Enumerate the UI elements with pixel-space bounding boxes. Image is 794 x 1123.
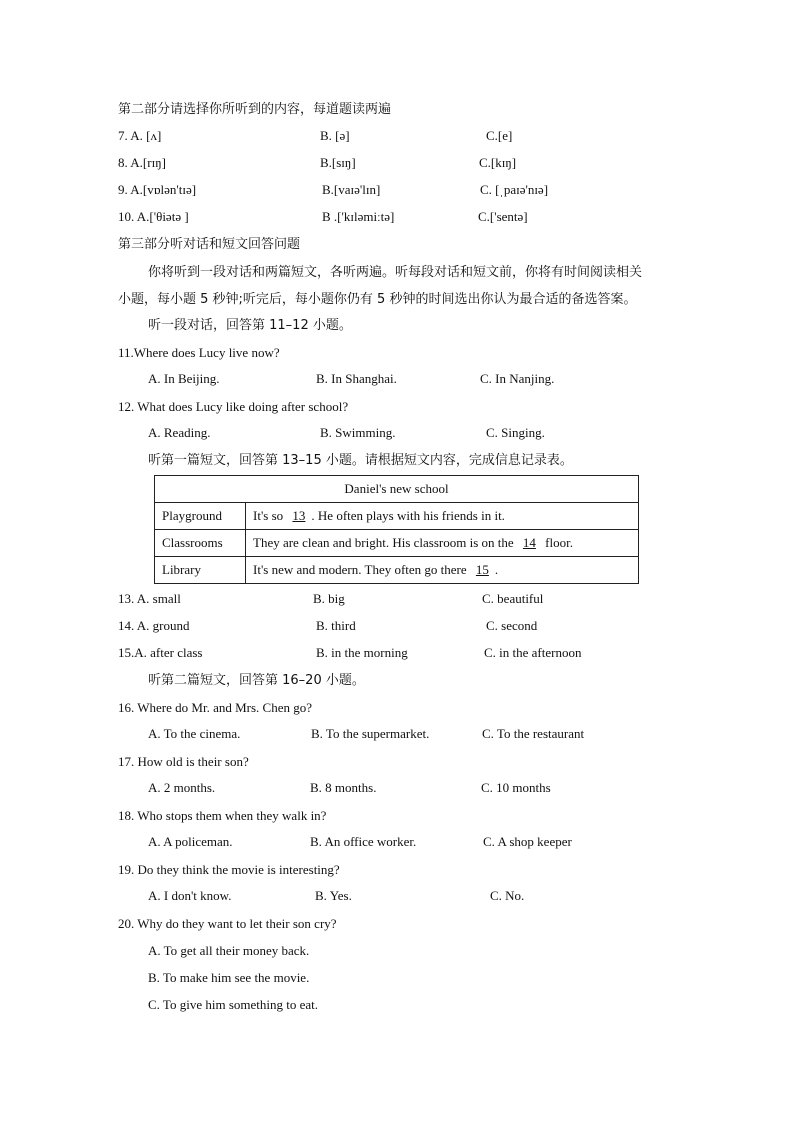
- row-content: [246, 530, 639, 557]
- q11-option-a: A. In Beijing.: [148, 371, 220, 386]
- q14-option-b: B. third: [316, 618, 356, 633]
- q20-option-b: B. To make him see the movie.: [148, 970, 310, 985]
- q17-option-c: C. 10 months: [481, 780, 551, 795]
- q16-option-c: C. To the restaurant: [482, 726, 585, 741]
- q10-option-a: 10. A.['θiətə ]: [118, 209, 189, 224]
- table-row: [155, 557, 639, 584]
- q13-option-a: 13. A. small: [118, 591, 181, 606]
- passage1-intro: 听第一篇短文，回答第 13–15 小题。请根据短文内容，完成信息记录表。: [148, 453, 573, 468]
- q14-option-c: C. second: [486, 618, 538, 633]
- q8-option-c: C.[kɪŋ]: [479, 155, 517, 170]
- row-text: It's new and modern. They often go there: [253, 562, 470, 577]
- q16-option-b: B. To the supermarket.: [311, 726, 430, 741]
- q13-option-b: B. big: [313, 591, 345, 606]
- q12-option-c: C. Singing.: [486, 425, 545, 440]
- question-12: 12. What does Lucy like doing after school?: [118, 399, 349, 414]
- answer-blank-15: 15: [475, 562, 489, 577]
- q20-option-c: C. To give him something to eat.: [148, 997, 319, 1012]
- q18-option-a: A. A policeman.: [148, 834, 233, 849]
- answer-blank-14: 14: [522, 535, 536, 550]
- q12-option-a: A. Reading.: [148, 425, 211, 440]
- instructions-line-1: 你将听到一段对话和两篇短文，各听两遍。听每段对话和短文前，你将有时间阅读相关: [148, 265, 643, 280]
- q15-option-c: C. in the afternoon: [484, 645, 582, 660]
- table-row: [155, 503, 639, 530]
- passage2-intro: 听第二篇短文，回答第 16–20 小题。: [148, 673, 365, 688]
- q9-option-c: C. [ˌpaɪə'nɪə]: [480, 182, 549, 197]
- q17-option-b: B. 8 months.: [310, 780, 377, 795]
- question-20: 20. Why do they want to let their son cry?: [118, 916, 337, 931]
- row-text: They are clean and bright. His classroom is on the: [253, 535, 517, 550]
- info-record-table: [154, 475, 639, 584]
- instructions-line-2: 小题，每小题 5 秒钟;听完后，每小题你仍有 5 秒钟的时间选出你认为最合适的备选答案。: [118, 292, 637, 307]
- q19-option-b: B. Yes.: [315, 888, 352, 903]
- q15-option-b: B. in the morning: [316, 645, 408, 660]
- table-row: [155, 530, 639, 557]
- row-text: . He often plays with his friends in it.: [311, 508, 505, 523]
- row-content: [246, 503, 639, 530]
- answer-blank-13: 13: [292, 508, 306, 523]
- q17-option-a: A. 2 months.: [148, 780, 216, 795]
- q9-option-b: B.[vaɪə'lɪn]: [322, 182, 381, 197]
- row-text: It's so: [253, 508, 287, 523]
- question-11: 11.Where does Lucy live now?: [118, 345, 280, 360]
- q13-option-c: C. beautiful: [482, 591, 544, 606]
- table-title-row: [155, 476, 639, 503]
- row-label: Library: [155, 557, 246, 584]
- q7-option-c: C.[e]: [486, 128, 513, 143]
- q18-option-b: B. An office worker.: [310, 834, 417, 849]
- question-18: 18. Who stops them when they walk in?: [118, 808, 327, 823]
- dialogue-intro: 听一段对话，回答第 11–12 小题。: [148, 318, 352, 333]
- q18-option-c: C. A shop keeper: [483, 834, 572, 849]
- question-17: 17. How old is their son?: [118, 754, 249, 769]
- q8-option-b: B.[sɪŋ]: [320, 155, 356, 170]
- q10-option-c: C.['sentə]: [478, 209, 528, 224]
- row-text: floor.: [541, 535, 573, 550]
- q20-option-a: A. To get all their money back.: [148, 943, 310, 958]
- q7-option-a: 7. A. [ʌ]: [118, 128, 162, 143]
- q16-option-a: A. To the cinema.: [148, 726, 241, 741]
- q15-option-a: 15.A. after class: [118, 645, 203, 660]
- question-19: 19. Do they think the movie is interesting?: [118, 862, 340, 877]
- part3-heading: 第三部分听对话和短文回答问题: [118, 237, 301, 252]
- table-title: Daniel's new school: [155, 476, 639, 503]
- q9-option-a: 9. A.[vɒlən'tɪə]: [118, 182, 197, 197]
- q11-option-b: B. In Shanghai.: [316, 371, 397, 386]
- part2-heading: 第二部分请选择你所听到的内容，每道题读两遍: [118, 102, 392, 117]
- row-content: [246, 557, 639, 584]
- question-16: 16. Where do Mr. and Mrs. Chen go?: [118, 700, 313, 715]
- q7-option-b: B. [ə]: [320, 128, 350, 143]
- q19-option-a: A. I don't know.: [148, 888, 232, 903]
- q12-option-b: B. Swimming.: [320, 425, 396, 440]
- row-label: Classrooms: [155, 530, 246, 557]
- q19-option-c: C. No.: [490, 888, 525, 903]
- row-text: .: [494, 562, 499, 577]
- part3-instructions: [118, 259, 678, 313]
- q14-option-a: 14. A. ground: [118, 618, 190, 633]
- q10-option-b: B .['kɪləmiːtə]: [322, 209, 395, 224]
- q8-option-a: 8. A.[rɪŋ]: [118, 155, 166, 170]
- q11-option-c: C. In Nanjing.: [480, 371, 555, 386]
- row-label: Playground: [155, 503, 246, 530]
